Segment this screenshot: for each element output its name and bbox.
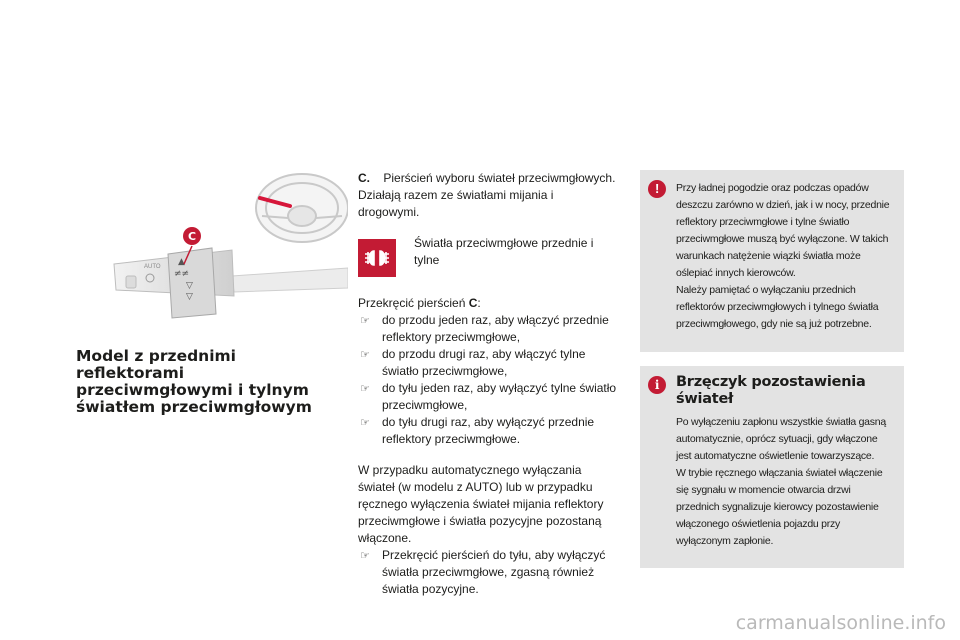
watermark: carmanualsonline.info [735, 612, 946, 634]
light-stalk-illustration [112, 168, 348, 324]
ring-description: Działają razem ze światłami mijania i drogowymi. [358, 188, 554, 219]
ring-heading [358, 170, 620, 187]
front-rear-fog-light-icon [358, 239, 396, 277]
info-body [676, 414, 894, 550]
exclamation-icon: ! [648, 180, 666, 198]
svg-text:▽: ▽ [186, 281, 193, 291]
turn-steps-list [358, 312, 620, 448]
info-icon: i [648, 376, 666, 394]
steering-wheel-drawing [256, 174, 348, 242]
info-text: Po wyłączeniu zapłonu wszystkie światła gasną automatycznie, oprócz sytuacji, gdy włączone jest automatyczne oświetlenie towarzyszące. [676, 416, 886, 462]
warning-body [676, 180, 894, 333]
main-text-column [358, 170, 620, 598]
auto-steps-list [358, 547, 620, 598]
info-title: Brzęczyk pozostawienia świateł [676, 374, 866, 407]
ring-letter: C. [358, 171, 370, 185]
svg-text:≠≠: ≠≠ [174, 269, 190, 279]
warning-text-2: Należy pamiętać o wyłączaniu przednich reflektorów przeciwmgłowych i tylnego światła przeciwmgłowego, gdy nie są już potrzebne. [676, 284, 879, 330]
fog-light-icon-row [358, 236, 620, 283]
list-item: ☞ do tyłu drugi raz, aby wyłączyć przednie reflektory przeciwmgłowe. [358, 414, 620, 448]
list-item: ☞ do przodu drugi raz, aby włączyć tylne światło przeciwmgłowe, [358, 346, 620, 380]
turn-intro-colon: : [477, 296, 481, 310]
turn-intro-letter: C [468, 296, 478, 310]
warning-text: Przy ładnej pogodzie oraz podczas opadów deszczu zarówno w dzień, jak i w nocy, przednie reflektory przeciwmgłowe i tylne światło przeciwmgłowe muszą być wyłączone. W takich warunkach natężenie wiązki światła może oślepiać innych kierowców. [676, 182, 890, 279]
callout-c-letter: C [188, 230, 197, 243]
warning-panel [640, 170, 904, 352]
turn-intro [358, 295, 620, 312]
turn-intro-text: Przekręcić pierścień [358, 296, 466, 310]
stalk-auto-label: AUTO [144, 264, 161, 270]
svg-text:▽: ▽ [186, 292, 193, 302]
ring-title: Pierścień wyboru świateł przeciwmgłowych. [383, 171, 616, 185]
info-panel [640, 366, 904, 568]
info-text-2: W trybie ręcznego włączania świateł włączenie się sygnału w momencie otwarcia drzwi przednich sygnalizuje kierowcy pozostawienie włączonego oświetlenia pojazdu przy wyłączonym zapłonie. [676, 467, 883, 547]
svg-text:▲: ▲ [178, 257, 185, 267]
section-title: Model z przednimi reflektorami przeciwmgłowymi i tylnym światłem przeciwmgłowym [76, 347, 312, 416]
auto-paragraph: W przypadku automatycznego wyłączania świateł (w modelu z AUTO) lub w przypadku ręcznego wyłączenia świateł mijania reflektory przeciwmgłowe i światła pozycyjne pozostaną włączone. [358, 463, 604, 545]
list-item: ☞ do przodu jeden raz, aby włączyć przednie reflektory przeciwmgłowe, [358, 312, 620, 346]
list-item: ☞ do tyłu jeden raz, aby wyłączyć tylne światło przeciwmgłowe, [358, 380, 620, 414]
fog-light-label: Światła przeciwmgłowe przednie i tylne [414, 236, 594, 267]
list-item: ☞ Przekręcić pierścień do tyłu, aby wyłączyć światła przeciwmgłowe, zgasną również światła pozycyjne. [358, 547, 620, 598]
